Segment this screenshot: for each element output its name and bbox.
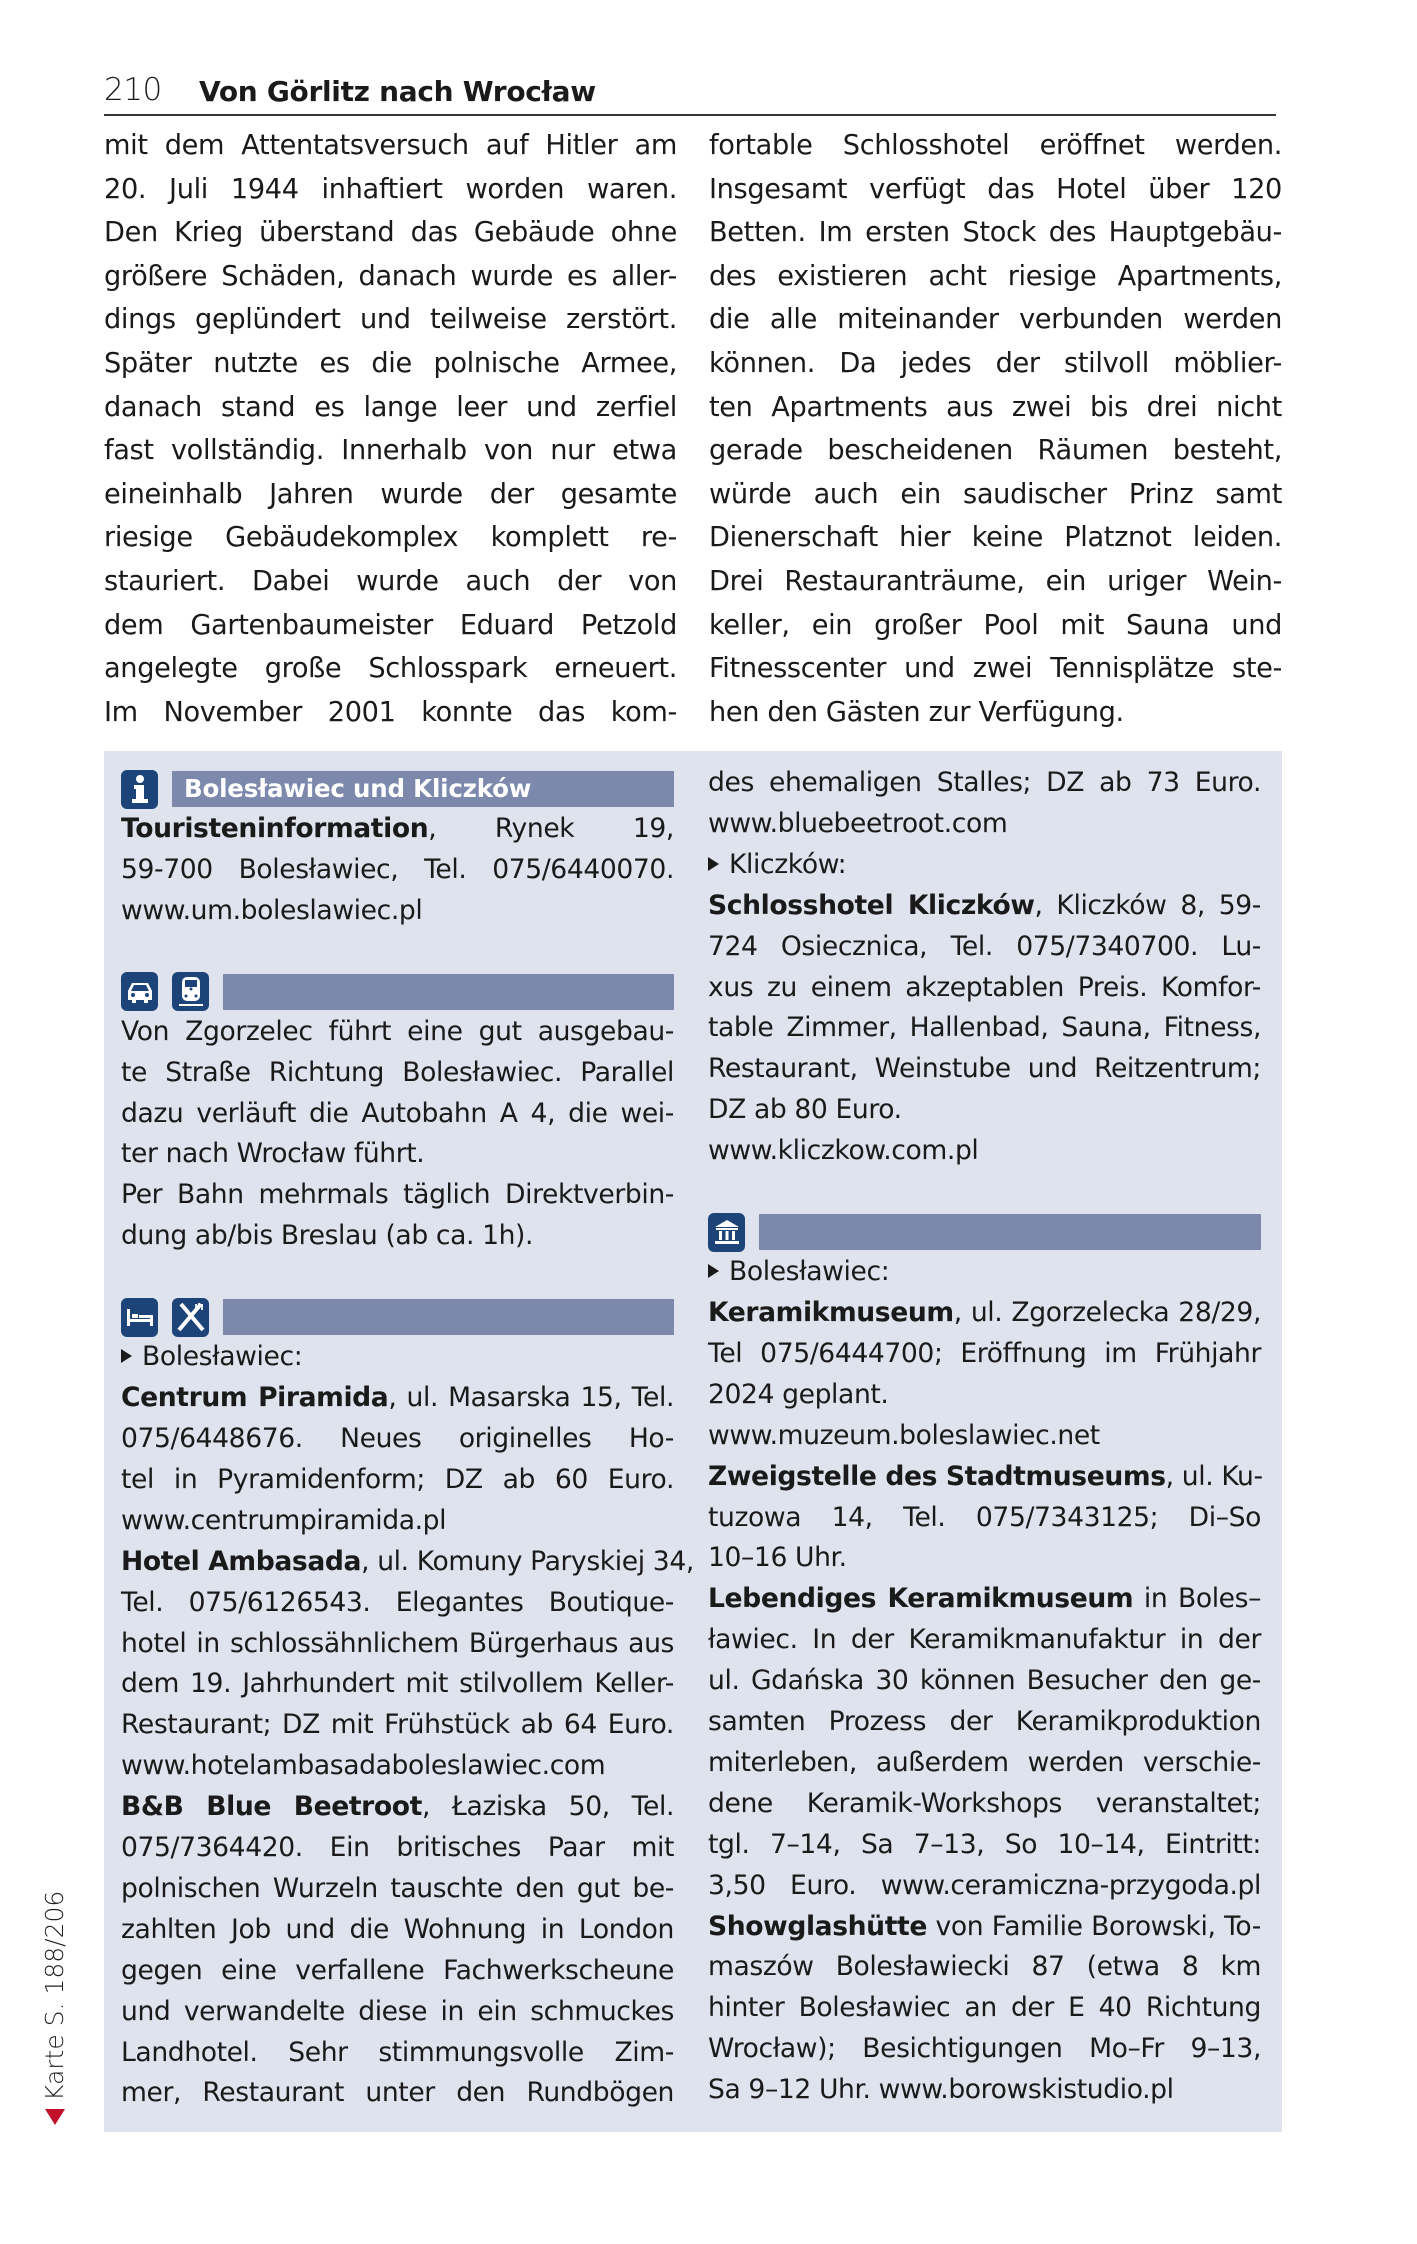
text-line: maszów Bolesławiecki 87 (etwa 8 km — [708, 1951, 1261, 1983]
text-line: ławiec. In der Keramikmanufaktur in der — [708, 1624, 1261, 1656]
text-line: größere Schäden, danach wurde es aller- — [104, 260, 677, 292]
triangle-bullet-icon — [708, 1264, 719, 1278]
text-line: tgl. 7–14, Sa 7–13, So 10–14, Eintritt: — [708, 1828, 1261, 1860]
car-icon — [121, 972, 158, 1011]
info-section-header — [121, 769, 674, 809]
entry-name: Schlosshotel Kliczków — [708, 889, 1035, 921]
text-line: Drei Restauranträume, ein uriger Wein- — [709, 565, 1282, 597]
section-bar — [759, 1214, 1261, 1250]
text-line: 075/7364420. Ein britisches Paar mit — [121, 1832, 674, 1864]
text-line: Fitnesscenter und zwei Tennisplätze ste- — [709, 653, 1282, 685]
text-line: und verwandelte diese in ein schmuckes — [121, 1995, 674, 2027]
fork-knife-icon — [172, 1298, 209, 1337]
text-line: Touristeninformation, Rynek 19, — [121, 813, 674, 844]
museum-section-header — [708, 1212, 1261, 1252]
text-line: Zweigstelle des Stadtmuseums, ul. Ku- — [708, 1460, 1263, 1492]
text-line: samten Prozess der Keramikproduktion — [708, 1706, 1261, 1738]
text-line: dazu verläuft die Autobahn A 4, die wei- — [121, 1097, 674, 1129]
text-line: Dienerschaft hier keine Platznot leiden. — [709, 522, 1282, 554]
info-box-right-column — [708, 751, 1261, 2111]
text-line: ul. Gdańska 30 können Besucher den ge- — [708, 1665, 1261, 1697]
text-line: polnischen Wurzeln tauschte den gut be- — [121, 1872, 674, 1904]
entry-name: Touristeninformation — [121, 813, 429, 844]
text-line: Centrum Piramida, ul. Masarska 15, Tel. — [121, 1382, 674, 1414]
text-line: des existieren acht riesige Apartments, — [709, 260, 1282, 292]
website-link[interactable]: www.centrumpiramida.pl — [121, 1504, 447, 1536]
text-line: Showglashütte von Familie Borowski, To- — [708, 1910, 1261, 1942]
entry-name: Lebendiges Keramikmuseum — [708, 1583, 1134, 1615]
text-line: tuzowa 14, Tel. 075/7343125; Di–So — [708, 1501, 1261, 1533]
section-bar — [223, 1299, 674, 1335]
entry-name: Showglashütte — [708, 1910, 927, 1942]
text-line: fast vollständig. Innerhalb von nur etwa — [104, 435, 677, 467]
website-link[interactable]: www.muzeum.boleslawiec.net — [708, 1419, 1100, 1451]
text-line: dung ab/bis Breslau (ab ca. 1h). — [121, 1220, 534, 1252]
text-line: Restaurant; DZ mit Frühstück ab 64 Euro. — [121, 1709, 674, 1741]
text-line: des ehemaligen Stalles; DZ ab 73 Euro. — [708, 767, 1261, 798]
text-line: können. Da jedes der stilvoll möblier- — [709, 347, 1282, 379]
text-line: fortable Schlosshotel eröffnet werden. — [709, 130, 1282, 161]
text-line: Sa 9–12 Uhr. www.borowskistudio.pl — [708, 2074, 1174, 2106]
text-line: 724 Osiecznica, Tel. 075/7340700. Lu- — [708, 930, 1261, 962]
text-line: Insgesamt verfügt das Hotel über 120 — [709, 173, 1282, 205]
text-line: ter nach Wrocław führt. — [121, 1138, 425, 1170]
section-title: Bolesławiec und Kliczków — [172, 771, 674, 807]
entry-name: Zweigstelle des Stadtmuseums — [708, 1460, 1166, 1492]
text-line: Schlosshotel Kliczków, Kliczków 8, 59- — [708, 889, 1261, 921]
museum-icon — [708, 1213, 745, 1252]
running-title: Von Görlitz nach Wrocław — [199, 75, 596, 108]
text-line: dings geplündert und teilweise zerstört. — [104, 304, 677, 336]
text-line: miterleben, außerdem werden verschie- — [708, 1746, 1261, 1778]
text-line: eineinhalb Jahren wurde der gesamte — [104, 478, 677, 510]
text-line: angelegte große Schlosspark erneuert. — [104, 653, 677, 685]
text-line: DZ ab 80 Euro. — [708, 1094, 902, 1126]
info-icon — [121, 770, 158, 809]
text-line: hen den Gästen zur Verfügung. — [709, 696, 1124, 728]
entry-name: Hotel Ambasada — [121, 1545, 362, 1577]
website-link[interactable]: www.um.boleslawiec.pl — [121, 894, 423, 926]
text-line: keller, ein großer Pool mit Sauna und — [709, 609, 1282, 641]
text-line: dene Keramik-Workshops veranstaltet; — [708, 1787, 1261, 1819]
text-line: 20. Juli 1944 inhaftiert worden waren. — [104, 173, 677, 205]
website-link[interactable]: www.bluebeetroot.com — [708, 807, 1008, 839]
text-line: 3,50 Euro. www.ceramiczna-przygoda.pl — [708, 1869, 1261, 1901]
text-line: würde auch ein saudischer Prinz samt — [709, 478, 1282, 510]
text-line: dem Gartenbaumeister Eduard Petzold — [104, 609, 677, 641]
text-line: Später nutzte es die polnische Armee, — [104, 347, 677, 379]
text-line: ten Apartments aus zwei bis drei nicht — [709, 391, 1282, 423]
map-reference — [40, 1891, 69, 2125]
triangle-bullet-icon — [121, 1349, 132, 1363]
red-triangle-marker-icon — [45, 2109, 65, 2125]
triangle-bullet-icon — [708, 857, 719, 871]
entry-name: Centrum Piramida — [121, 1382, 389, 1414]
text-line: 2024 geplant. — [708, 1378, 889, 1410]
text-line: riesige Gebäudekomplex komplett re- — [104, 522, 677, 554]
bed-icon — [121, 1298, 158, 1337]
place-label: Bolesławiec: — [708, 1252, 1261, 1293]
info-box — [104, 751, 1282, 2132]
text-line: gegen eine verfallene Fachwerkscheune — [121, 1954, 674, 1986]
text-line: Landhotel. Sehr stimmungsvolle Zim- — [121, 2036, 674, 2068]
text-line: Von Zgorzelec führt eine gut ausgebau- — [121, 1015, 674, 1047]
website-link[interactable]: www.kliczkow.com.pl — [708, 1135, 979, 1167]
info-box-left-column — [121, 751, 694, 2114]
text-line: Tel 075/6444700; Eröffnung im Frühjahr — [708, 1337, 1261, 1369]
page-header — [104, 72, 1276, 116]
page-number: 210 — [104, 72, 162, 108]
lodging-section-header — [121, 1297, 674, 1337]
text-line: Per Bahn mehrmals täglich Direktverbin- — [121, 1179, 674, 1211]
place-label: Kliczków: — [708, 845, 1261, 886]
text-line: table Zimmer, Hallenbad, Sauna, Fitness, — [708, 1012, 1261, 1044]
website-link[interactable]: www.hotelambasadaboleslawiec.com — [121, 1750, 606, 1782]
text-line: 10–16 Uhr. — [708, 1542, 847, 1574]
text-line: Hotel Ambasada, ul. Komuny Paryskiej 34, — [121, 1545, 694, 1577]
text-line: 59-700 Bolesławiec, Tel. 075/6440070. — [121, 853, 674, 885]
text-line: Restaurant, Weinstube und Reitzentrum; — [708, 1053, 1261, 1085]
text-line: te Straße Richtung Bolesławiec. Parallel — [121, 1056, 674, 1088]
place-label: Bolesławiec: — [121, 1337, 674, 1378]
text-line: Im November 2001 konnte das kom- — [104, 696, 677, 728]
map-reference-text: Karte S. 188/206 — [40, 1890, 69, 2101]
text-line: danach stand es lange leer und zerfiel — [104, 391, 677, 423]
text-line: tel in Pyramidenform; DZ ab 60 Euro. — [121, 1463, 674, 1495]
section-bar — [223, 974, 674, 1010]
body-text-right-column — [709, 124, 1282, 734]
text-line: Lebendiges Keramikmuseum in Boles– — [708, 1583, 1261, 1615]
text-line: mit dem Attentatsversuch auf Hitler am — [104, 130, 677, 161]
text-line: Keramikmuseum, ul. Zgorzelecka 28/29, — [708, 1296, 1261, 1328]
text-line: Betten. Im ersten Stock des Hauptgebäu- — [709, 217, 1282, 249]
text-line: Den Krieg überstand das Gebäude ohne — [104, 217, 677, 249]
text-line: B&B Blue Beetroot, Łaziska 50, Tel. — [121, 1791, 674, 1823]
text-line: hinter Bolesławiec an der E 40 Richtung — [708, 1992, 1261, 2024]
text-line: hotel in schlossähnlichem Bürgerhaus aus — [121, 1627, 674, 1659]
text-line: 075/6448676. Neues originelles Ho- — [121, 1422, 674, 1454]
entry-name: B&B Blue Beetroot — [121, 1791, 422, 1823]
body-text-left-column — [104, 124, 677, 734]
text-line: zahlten Job und die Wohnung in London — [121, 1913, 674, 1945]
text-line: stauriert. Dabei wurde auch der von — [104, 565, 677, 597]
entry-name: Keramikmuseum — [708, 1296, 954, 1328]
text-line: Wrocław); Besichtigungen Mo–Fr 9–13, — [708, 2033, 1261, 2065]
transport-section-header — [121, 972, 674, 1012]
text-line: die alle miteinander verbunden werden — [709, 304, 1282, 336]
train-icon — [172, 972, 209, 1011]
text-line: dem 19. Jahrhundert mit stilvollem Keller- — [121, 1668, 674, 1700]
text-line: gerade bescheidenen Räumen besteht, — [709, 435, 1282, 467]
text-line: Tel. 075/6126543. Elegantes Boutique- — [121, 1586, 674, 1618]
text-line: mer, Restaurant unter den Rundbögen — [121, 2077, 674, 2109]
text-line: xus zu einem akzeptablen Preis. Komfor- — [708, 971, 1261, 1003]
